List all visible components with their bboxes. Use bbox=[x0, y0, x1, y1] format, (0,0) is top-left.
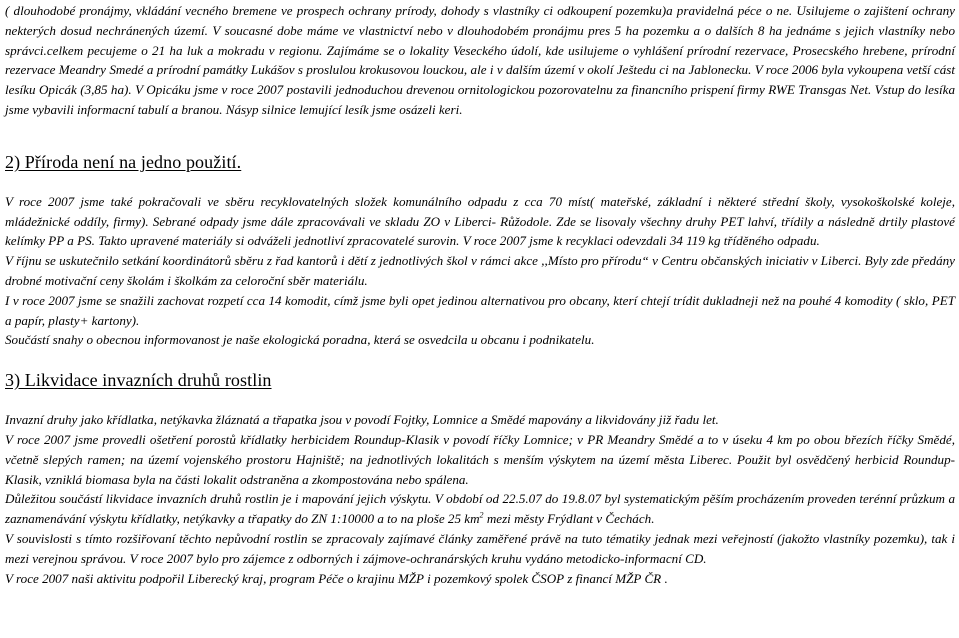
section-heading-recycling: 2) Příroda není na jedno použití. bbox=[5, 151, 242, 172]
paragraph-invasive-species: Invazní druhy jako křídlatka, netýkavka žláznatá a třapatka jsou v povodí Fojtky, Lomnice a Smědé mapovány a likvidovány již řadu let. bbox=[5, 412, 719, 428]
paragraph-awareness: V souvislosti s tímto rozšiřovaní těchto nepůvodní rostlin se zpracovaly zajímavé články zaměřené právě na tuto tématiky jednak mezi veřejností (jakožto vlastníky pozemku), tak i mezi verejnou správou. V roce 2007 bylo pro zájemce z odborných i zájmove-ochranárských kruhu vydáno metodicko-informacní CD. bbox=[5, 530, 955, 566]
survey-text-end: v Čechách. bbox=[596, 511, 655, 527]
section-heading-invasive-plants: 3) Likvidace invazních druhů rostlin bbox=[5, 370, 272, 391]
paragraph-funding: V roce 2007 naši aktivitu podpořil Liberecký kraj, program Péče o krajinu MŽP i pozemkový spolek ČSOP z financí MŽP ČR . bbox=[5, 570, 668, 586]
paragraph-land-protection: ( dlouhodobé pronájmy, vkládání vecného bremene ve prospech ochrany prírody, dohody s vlastníky ci odkoupení pozemku)a pravidelná péce o ne. Usilujeme o zajištení ochrany nekterých dosud nechránených území. V soucasné dobe máme ve vlastnictví nebo v dlouhodobém pronájmu pres 5 ha pozemku a o dalších 8 ha jednáme s jejich vlastníky nebo správci.celkem pecujeme o 21 ha luk a mokradu v regionu. Zajímáme se o lokality Veseckého údolí, kde usilujeme o vyhlášení prírodní rezervace, Prosecského hrebene, prírodní rezervace Meandry Smedé a prírodní památky Lukášov s proslulou krokusovou louckou, ale i v dalším území v okolí Ještedu ci na Jablonecku. V roce 2006 byla vykoupena vetší cást lesíku Opicák (3,85 ha). V Opicáku jsme v roce 2007 postavili jednoduchou drevenou ornitologickou pozorovatelnu za financního prispení firmy RWE Transgas Net. Vstup do lesíka jsme vybavili informacní tabulí a branou. Násyp silnice lemující lesík jsme osázeli keri. bbox=[5, 3, 955, 117]
paragraph-mapping-survey bbox=[5, 489, 955, 529]
survey-text-tail: mezi městy Frýdlant bbox=[483, 511, 594, 527]
spacer bbox=[5, 174, 955, 192]
paragraph-coordinators-meeting: V říjnu se uskutečnilo setkání koordinátorů sběru z řad kantorů i dětí z jednotlivých škol v rámci akce ,,Místo pro přírodu“ v Centru občanských iniciativ v Liberci. Byly zde předány drobné motivační ceny školám i školkám za celoroční sběr materiálu. bbox=[5, 253, 955, 288]
paragraph-recycling-collection: V roce 2007 jsme také pokračovali ve sběru recyklovatelných složek komunálního odpadu z cca 70 míst( mateřské, základní i některé střední školy, vysokoškolské koleje, mládežnické oddíly, firmy). Sebrané odpady jsme dále zpracovávali ve skladu ZO v Liberci- Růžodole. Zde se lisovaly všechny druhy PET lahví, třídily a následně drtily plastové kelímky PP a PS. Takto upravené materiály si odváželi jednotliví zpracovatelé surovin. V roce 2007 jsme k recyklaci odevzdali 34 119 kg tříděného odpadu. bbox=[5, 193, 955, 249]
paragraph-eco-advisory: Součástí snahy o obecnou informovanost je naše ekologická poradna, která se osvedcila u obcanu i podnikatelu. bbox=[5, 332, 595, 348]
survey-text: Důležitou součástí likvidace invazních druhů rostlin je i mapování jejich výskytu. V období od 22.5.07 do 19.8.07 byl systematickým pěším procházením proveden terénní průzkum a zaznamenávání výskytu křídlatky, netýkavky a třapatky do ZN 1:10000 a to na ploše 25 km bbox=[5, 491, 955, 527]
paragraph-herbicide-treatment: V roce 2007 jsme provedli ošetření porostů křídlatky herbicidem Roundup-Klasik v povodí říčky Lomnice; v PR Meandry Smědé a to v úseku 4 km po obou březích říčky Smědé, včetně slepých ramen; na území vojenského prostoru Hajniště; na jednotlivých lokalitách s menším výskytem na území města Liberec. Použit byl osvědčený herbicid Roundup-Klasik, vzniklá biomasa byla na části lokalit odstraněna a zkompostována nebo spálena. bbox=[5, 431, 955, 487]
spacer bbox=[5, 392, 955, 410]
superscript-two: 2 bbox=[479, 510, 484, 520]
paragraph-commodities: I v roce 2007 jsme se snažili zachovat rozpetí cca 14 komodit, címž jsme byli opet jedinou alternativou pro obcany, kterí chtejí trídit dukladneji než na pouhé 4 komodity ( sklo, PET a papír, plasty+ kartony). bbox=[5, 292, 955, 328]
